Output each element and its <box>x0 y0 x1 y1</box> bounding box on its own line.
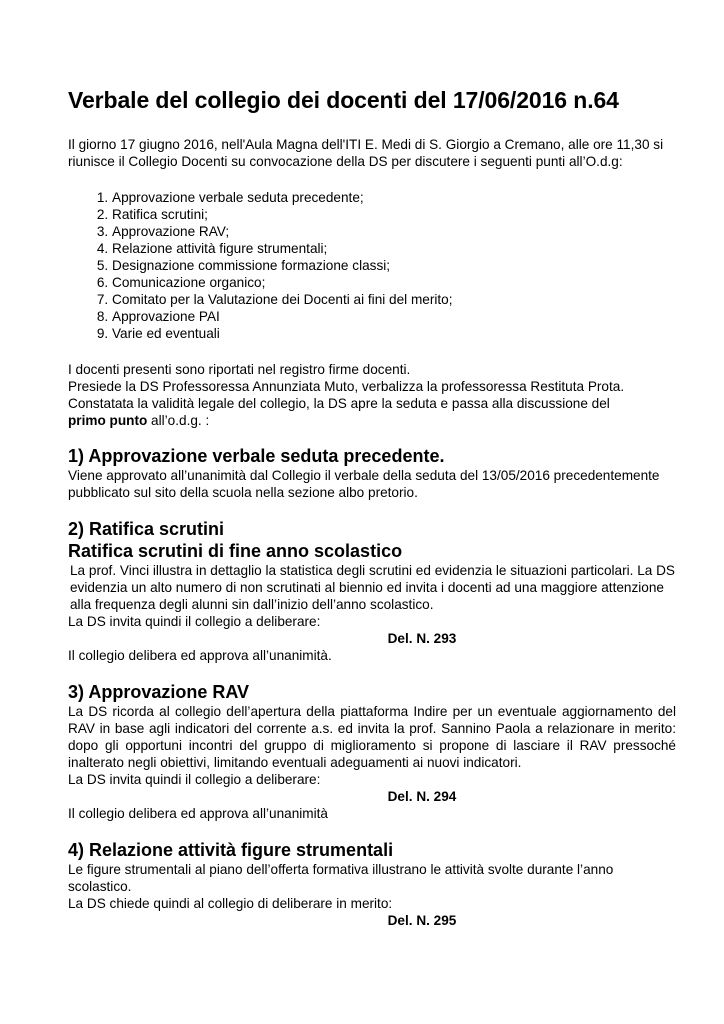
section-1 <box>68 445 676 501</box>
attendance-block <box>68 361 676 429</box>
agenda-list <box>68 189 676 342</box>
first-point-tail: all’o.d.g. : <box>147 413 210 428</box>
section-1-heading: 1) Approvazione verbale seduta precedente. <box>68 446 445 466</box>
intro-paragraph: Il giorno 17 giugno 2016, nell'Aula Magna dell'ITI E. Medi di S. Giorgio a Cremano, alle ore 11,30 si riunisce il Collegio Docenti su convocazione della DS per discutere i seguenti punti all’O.d.g: <box>68 137 664 169</box>
attendance-line: I docenti presenti sono riportati nel registro firme docenti. <box>68 362 411 377</box>
agenda-item: 5. Designazione commissione formazione classi; <box>112 257 676 274</box>
section-2-result: Il collegio delibera ed approva all’unanimità. <box>68 648 332 663</box>
section-2-heading: 2) Ratifica scrutini <box>68 519 225 539</box>
deliberation-number: Del. N. 295 <box>387 913 457 928</box>
first-point-bold: primo punto <box>68 413 148 428</box>
agenda-item: 3. Approvazione RAV; <box>112 223 676 240</box>
section-2-body: La prof. Vinci illustra in dettaglio la statistica degli scrutini ed evidenzia le situazioni particolari. La DS evidenzia un alto numero di non scrutinati al biennio ed invita i docenti ad una maggiore attenzione alla frequenza degli alunni sin dall’inizio dell’anno scolastico. <box>70 563 675 612</box>
section-2 <box>68 518 676 664</box>
document-title: Verbale del collegio dei docenti del 17/06/2016 n.64 <box>68 87 619 113</box>
section-3-heading: 3) Approvazione RAV <box>68 682 250 702</box>
deliberation-number: Del. N. 293 <box>387 631 457 646</box>
agenda-item: 4. Relazione attività figure strumentali; <box>112 240 676 257</box>
section-4-invite: La DS chiede quindi al collegio di deliberare in merito: <box>68 896 393 911</box>
section-2-invite: La DS invita quindi il collegio a deliberare: <box>68 614 321 629</box>
section-4 <box>68 839 676 929</box>
first-point-line <box>68 412 676 429</box>
deliberation-number: Del. N. 294 <box>387 789 457 804</box>
agenda-item: 2. Ratifica scrutini; <box>112 206 676 223</box>
section-1-body: Viene approvato all’unanimità dal Collegio il verbale della seduta del 13/05/2016 precedentemente pubblicato sul sito della scuola nella sezione albo pretorio. <box>68 468 660 500</box>
document-page <box>68 86 676 946</box>
section-4-body: Le figure strumentali al piano dell’offerta formativa illustrano le attività svolte durante l’anno scolastico. <box>68 862 614 894</box>
section-3-invite: La DS invita quindi il collegio a deliberare: <box>68 772 321 787</box>
agenda-item: 8. Approvazione PAI <box>112 308 676 325</box>
agenda-item: 9. Varie ed eventuali <box>112 325 676 342</box>
agenda-item: 1. Approvazione verbale seduta precedente; <box>112 189 676 206</box>
section-3-result: Il collegio delibera ed approva all’unanimità <box>68 806 328 821</box>
section-2-subheading: Ratifica scrutini di fine anno scolastico <box>68 541 403 561</box>
section-3 <box>68 681 676 822</box>
section-4-heading: 4) Relazione attività figure strumentali <box>68 840 394 860</box>
chair-line: Presiede la DS Professoressa Annunziata Muto, verbalizza la professoressa Restituta Prota. <box>68 379 625 394</box>
agenda-item: 7. Comitato per la Valutazione dei Docenti ai fini del merito; <box>112 291 676 308</box>
agenda-item: 6. Comunicazione organico; <box>112 274 676 291</box>
section-3-body: La DS ricorda al collegio dell’apertura della piattaforma Indire per un eventuale aggiornamento del RAV in base agli indicatori del corrente a.s. ed invita la prof. Sannino Paola a relazionare in merito: dopo gli opportuni incontri del gruppo di miglioramento si propone di lasciare il RAV pressoché inalterato negli obiettivi, limitando eventuali adeguamenti ai nuovi indicatori. <box>68 704 676 770</box>
quorum-line: Constatata la validità legale del collegio, la DS apre la seduta e passa alla discussione del <box>68 396 610 411</box>
